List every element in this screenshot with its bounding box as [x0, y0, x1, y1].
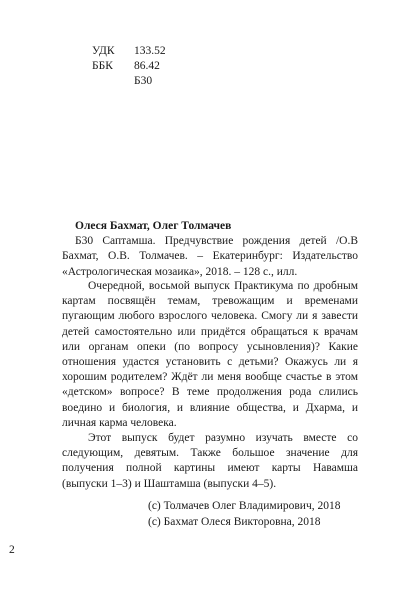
annotation-paragraph-1: Очередной, восьмой выпуск Практикума по дробным картам посвящён темам, тревожащим и временами пугающим любого взрослого человека. Смогу ли я завести детей самостоятельно или придётся обращаться к врачам или органам опеки (по вопросу усыновления)? Какие отношения удастся установить с детьми? Окажусь ли я хорошим родителем? Ждёт ли меня вообще счастье в этом «детском» вопросе? В теме продолжения рода слились воедино и биология, и влияние общества, и Дхарма, и личная карма человека. [62, 280, 358, 429]
classification-block [92, 44, 166, 89]
copyright-block [148, 498, 340, 530]
annotation-paragraph-2: Этот выпуск будет разумно изучать вместе со следующим, девятым. Также большое значение для получения полной картины имеют карты Навамша (выпуски 1–3) и Шаштамша (выпуски 4–5). [62, 432, 358, 490]
copyright-line-1: (c) Толмачев Олег Владимирович, 2018 [148, 500, 341, 512]
bibliographic-entry: Б30 Саптамша. Предчувствие рождения детей /О.В Бахмат, О.В. Толмачев. – Екатеринбург: Издательство «Астрологическая мозаика», 2018. – 128 с., илл. [62, 235, 358, 278]
authors-heading: Олеся Бахмат, Олег Толмачев [75, 220, 232, 232]
copyright-line-2: (c) Бахмат Олеся Викторовна, 2018 [148, 516, 321, 528]
page-number: 2 [9, 544, 15, 556]
udk-label: УДК [92, 45, 115, 57]
udk-row [92, 44, 166, 59]
author-code: Б30 [134, 75, 153, 87]
annotation-text [62, 279, 358, 492]
bbk-value: 86.42 [134, 60, 160, 72]
udk-value: 133.52 [134, 45, 166, 57]
author-code-row [92, 74, 166, 89]
bibliographic-record [62, 219, 358, 280]
bbk-row [92, 59, 166, 74]
bbk-label: ББК [92, 60, 113, 72]
